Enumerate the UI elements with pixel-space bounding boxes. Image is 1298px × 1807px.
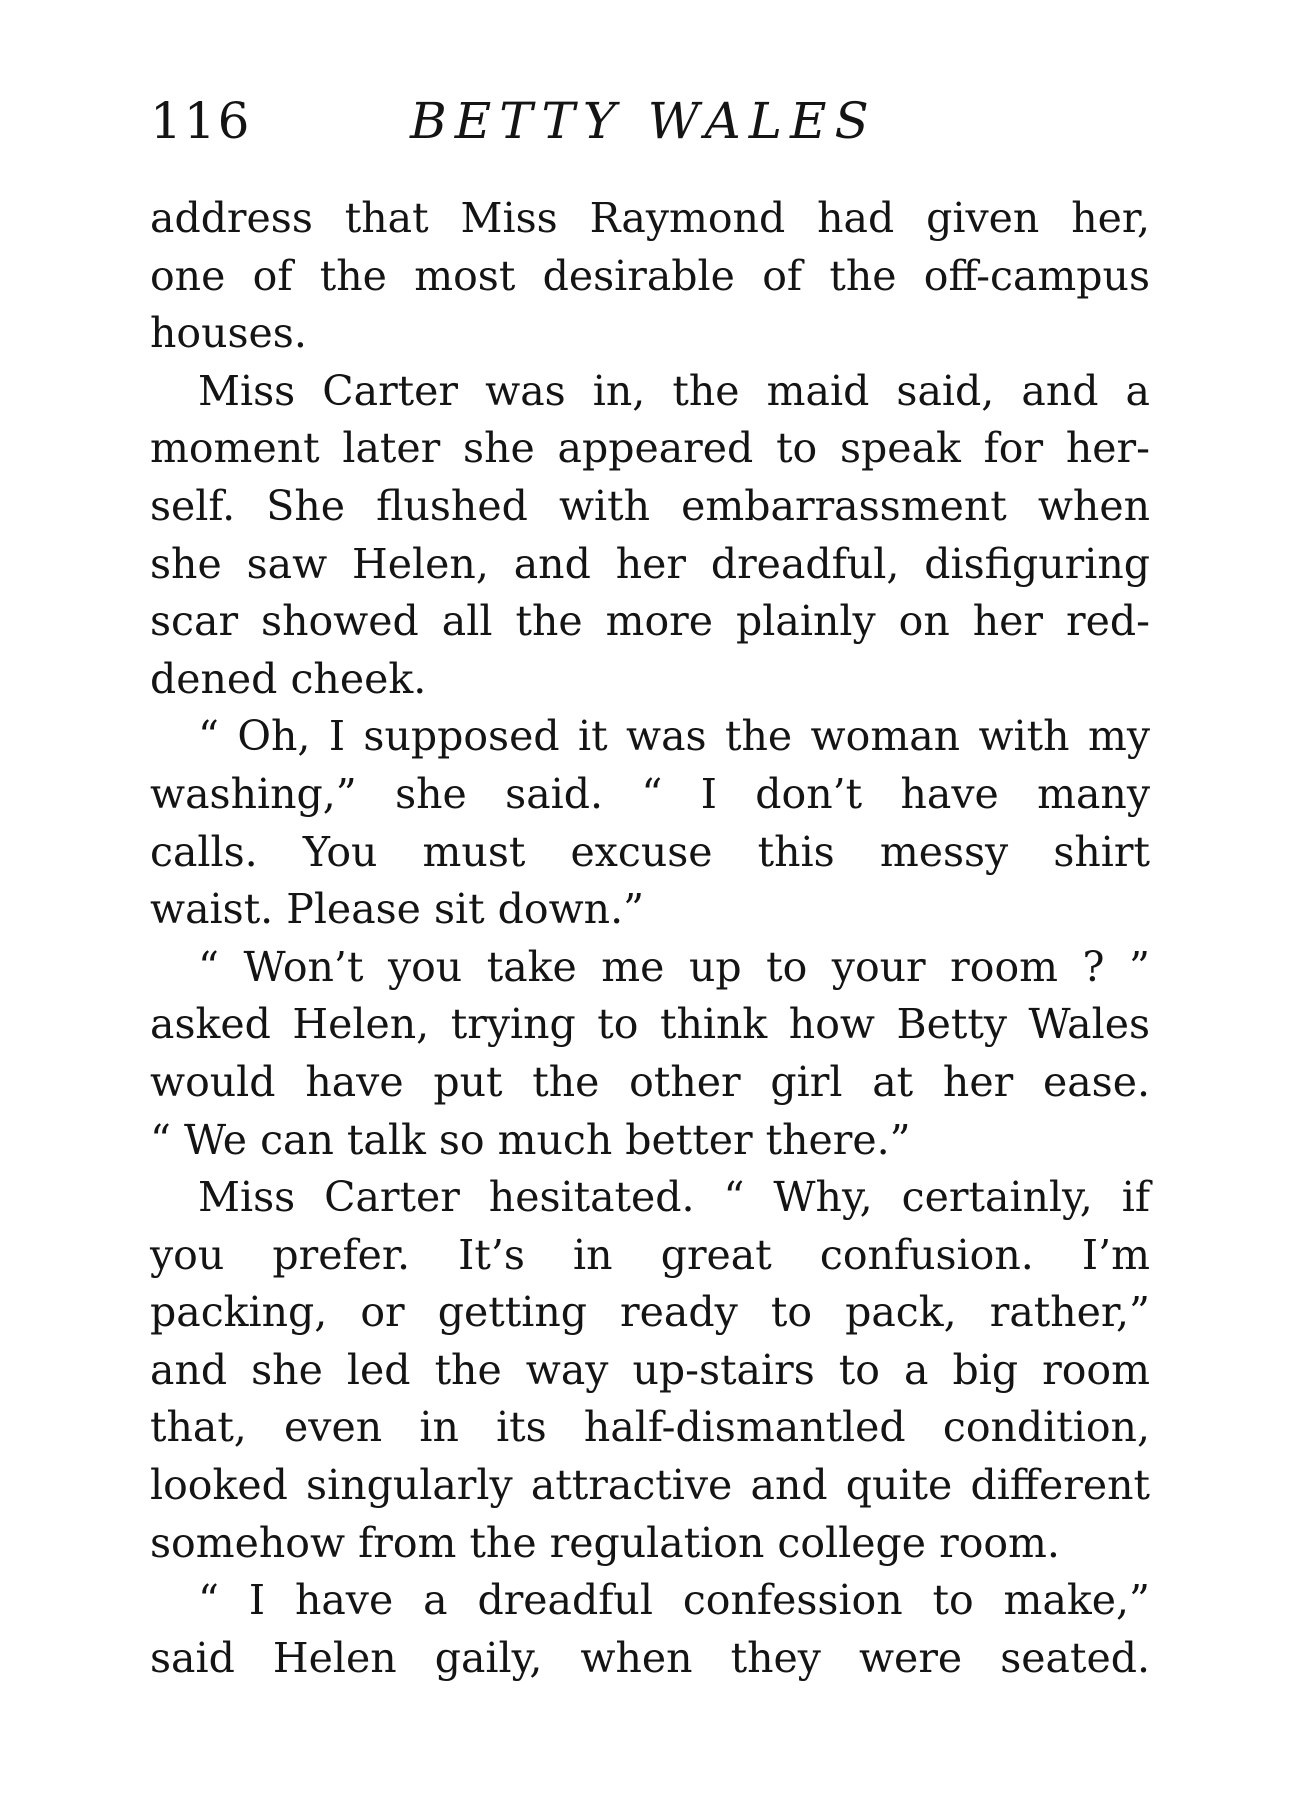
page-header (150, 76, 1150, 166)
text-line: self. She flushed with embarrassment when (150, 481, 1150, 530)
text-line: said Helen gaily, when they were seated. (150, 1633, 1150, 1682)
text-line: moment later she appeared to speak for her- (150, 424, 1150, 473)
text-line: asked Helen, trying to think how Betty Wales (150, 1000, 1150, 1049)
paragraph-first-line: “ Won’t you take me up to your room ? ” (198, 942, 1150, 991)
text-line: “ We can talk so much better there.” (150, 1115, 911, 1164)
text-line: would have put the other girl at her ease. (150, 1057, 1150, 1106)
text-line: and she led the way up-stairs to a big room (150, 1345, 1150, 1394)
paragraph-first-line: Miss Carter was in, the maid said, and a (198, 366, 1150, 415)
body-text (150, 190, 1150, 1687)
text-line: washing,” she said. “ I don’t have many (150, 769, 1150, 818)
text-line: houses. (150, 309, 307, 358)
text-line: scar showed all the more plainly on her red- (150, 597, 1150, 646)
page-number: 116 (150, 92, 252, 150)
running-title: BETTY WALES (410, 92, 877, 150)
text-line: waist. Please sit down.” (150, 885, 645, 934)
text-line: one of the most desirable of the off-campus (150, 251, 1150, 300)
text-line: looked singularly attractive and quite different (150, 1461, 1150, 1510)
text-line: dened cheek. (150, 654, 427, 703)
text-line: calls. You must excuse this messy shirt (150, 827, 1150, 876)
paragraph-first-line: Miss Carter hesitated. “ Why, certainly, if (198, 1173, 1150, 1222)
text-line: somehow from the regulation college room. (150, 1518, 1060, 1567)
text-line: packing, or getting ready to pack, rather,” (150, 1288, 1150, 1337)
paragraph-first-line: “ I have a dreadful confession to make,” (198, 1576, 1150, 1625)
text-line: that, even in its half-dismantled condition, (150, 1403, 1150, 1452)
paragraph-first-line: “ Oh, I supposed it was the woman with my (198, 712, 1150, 761)
text-line: you prefer. It’s in great confusion. I’m (150, 1230, 1150, 1279)
text-line: she saw Helen, and her dreadful, disfiguring (150, 539, 1150, 588)
text-line: address that Miss Raymond had given her, (150, 194, 1150, 242)
